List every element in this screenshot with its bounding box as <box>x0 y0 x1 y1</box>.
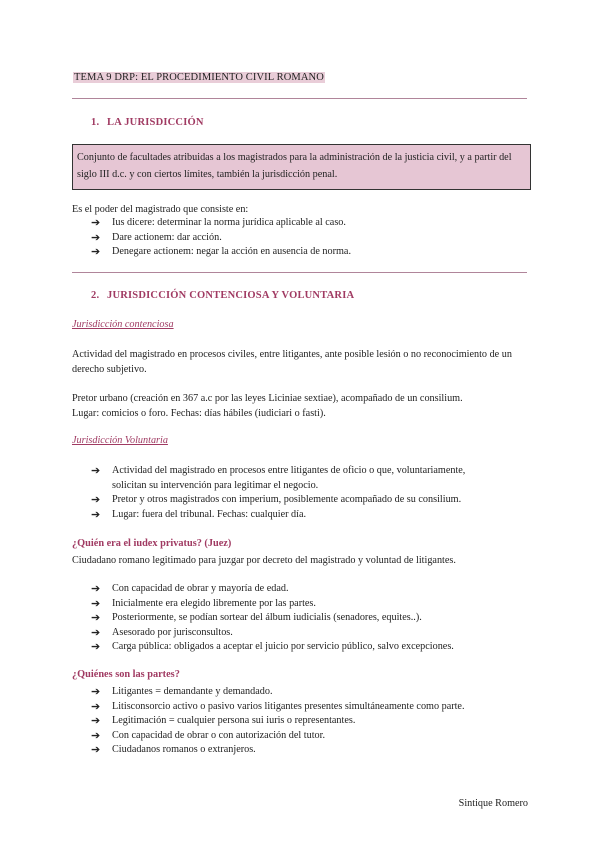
arrow-icon: ➔ <box>91 729 101 742</box>
list-item: ➔ Con capacidad de obrar o con autorización del tutor. <box>91 729 326 742</box>
list-item: ➔ Dare actionem: dar acción. <box>91 231 222 244</box>
lugar-line: Lugar: comicios o foro. Fechas: días hábiles (iudiciari o fasti). <box>72 408 326 419</box>
list-item: ➔ Actividad del magistrado en procesos entre litigantes de oficio o que, voluntariamente, solicitan su intervención para legitimar el negocio. <box>91 465 466 491</box>
arrow-icon: ➔ <box>91 583 101 595</box>
list-item: ➔ Inicialmente era elegido libremente por las partes. <box>91 597 316 610</box>
arrow-icon: ➔ <box>91 494 101 506</box>
list-item: ➔ Asesorado por jurisconsultos. <box>91 626 233 639</box>
arrow-icon: ➔ <box>91 217 101 229</box>
list-item: ➔ Ius dicere: determinar la norma jurídica aplicable al caso. <box>91 217 346 229</box>
contenciosa-paragraph: Actividad del magistrado en procesos civiles, entre litigantes, ante posible lesión o no reconocimiento de un derecho subjetivo. <box>72 349 512 375</box>
list-item: ➔ Litigantes = demandante y demandado. <box>91 686 273 698</box>
definition-box: Conjunto de facultades atribuidas a los magistrados para la administración de la justicia civil, y a partir del siglo III d.c. y con ciertos límites, también la jurisdicción penal. <box>72 144 531 190</box>
arrow-icon: ➔ <box>91 508 101 521</box>
arrow-icon: ➔ <box>91 686 101 698</box>
list-item: ➔ Legitimación = cualquier persona sui iuris o representantes. <box>91 715 356 727</box>
list-item: ➔ Pretor y otros magistrados con imperium, posiblemente acompañado de su consilium. <box>91 494 462 506</box>
author-footer: Sintique Romero <box>458 798 528 809</box>
section-number: 1. <box>91 117 100 128</box>
iudex-intro: Ciudadano romano legitimado para juzgar por decreto del magistrado y voluntad de litigantes. <box>72 555 456 566</box>
arrow-icon: ➔ <box>91 597 101 610</box>
arrow-icon: ➔ <box>91 744 101 756</box>
divider <box>72 98 527 99</box>
list-item: ➔ Con capacidad de obrar y mayoría de edad. <box>91 583 289 595</box>
list-item: ➔ Lugar: fuera del tribunal. Fechas: cualquier día. <box>91 508 307 521</box>
arrow-icon: ➔ <box>91 231 101 244</box>
divider <box>72 272 527 273</box>
arrow-icon: ➔ <box>91 465 101 477</box>
section-title: JURISDICCIÓN CONTENCIOSA Y VOLUNTARIA <box>107 290 355 301</box>
jurisdiction-intro: Es el poder del magistrado que consiste en: <box>72 204 249 215</box>
voluntaria-subheading: Jurisdicción Voluntaria <box>72 435 168 446</box>
arrow-icon: ➔ <box>91 700 101 713</box>
list-item: ➔ Carga pública: obligados a aceptar el juicio por servicio público, salvo excepciones. <box>91 641 454 653</box>
arrow-icon: ➔ <box>91 612 101 624</box>
document-title: TEMA 9 DRP: EL PROCEDIMIENTO CIVIL ROMANO <box>74 72 324 83</box>
partes-question: ¿Quiénes son las partes? <box>72 669 180 680</box>
voluntaria-list <box>91 464 501 522</box>
partes-list <box>91 685 465 758</box>
contenciosa-subheading: Jurisdicción contenciosa <box>72 319 174 330</box>
list-item: ➔ Posteriormente, se podían sortear del álbum iudicialis (senadores, equites..). <box>91 612 422 624</box>
list-item: ➔ Ciudadanos romanos o extranjeros. <box>91 744 256 756</box>
iudex-list <box>91 582 454 655</box>
arrow-icon: ➔ <box>91 715 101 727</box>
pretor-line: Pretor urbano (creación en 367 a.c por las leyes Liciniae sextiae), acompañado de un consilium. <box>72 393 463 404</box>
arrow-icon: ➔ <box>91 641 101 653</box>
iudex-question: ¿Quién era el iudex privatus? (Juez) <box>72 538 232 549</box>
list-item: ➔ Denegare actionem: negar la acción en ausencia de norma. <box>91 246 351 258</box>
jurisdiction-list <box>91 216 351 260</box>
section-number: 2. <box>91 290 100 301</box>
arrow-icon: ➔ <box>91 626 101 639</box>
section-title: LA JURISDICCIÓN <box>107 117 204 128</box>
list-item: ➔ Litisconsorcio activo o pasivo varios litigantes presentes simultáneamente como parte. <box>91 700 465 713</box>
section-1-heading <box>91 117 204 128</box>
arrow-icon: ➔ <box>91 246 101 258</box>
section-2-heading <box>91 290 354 301</box>
